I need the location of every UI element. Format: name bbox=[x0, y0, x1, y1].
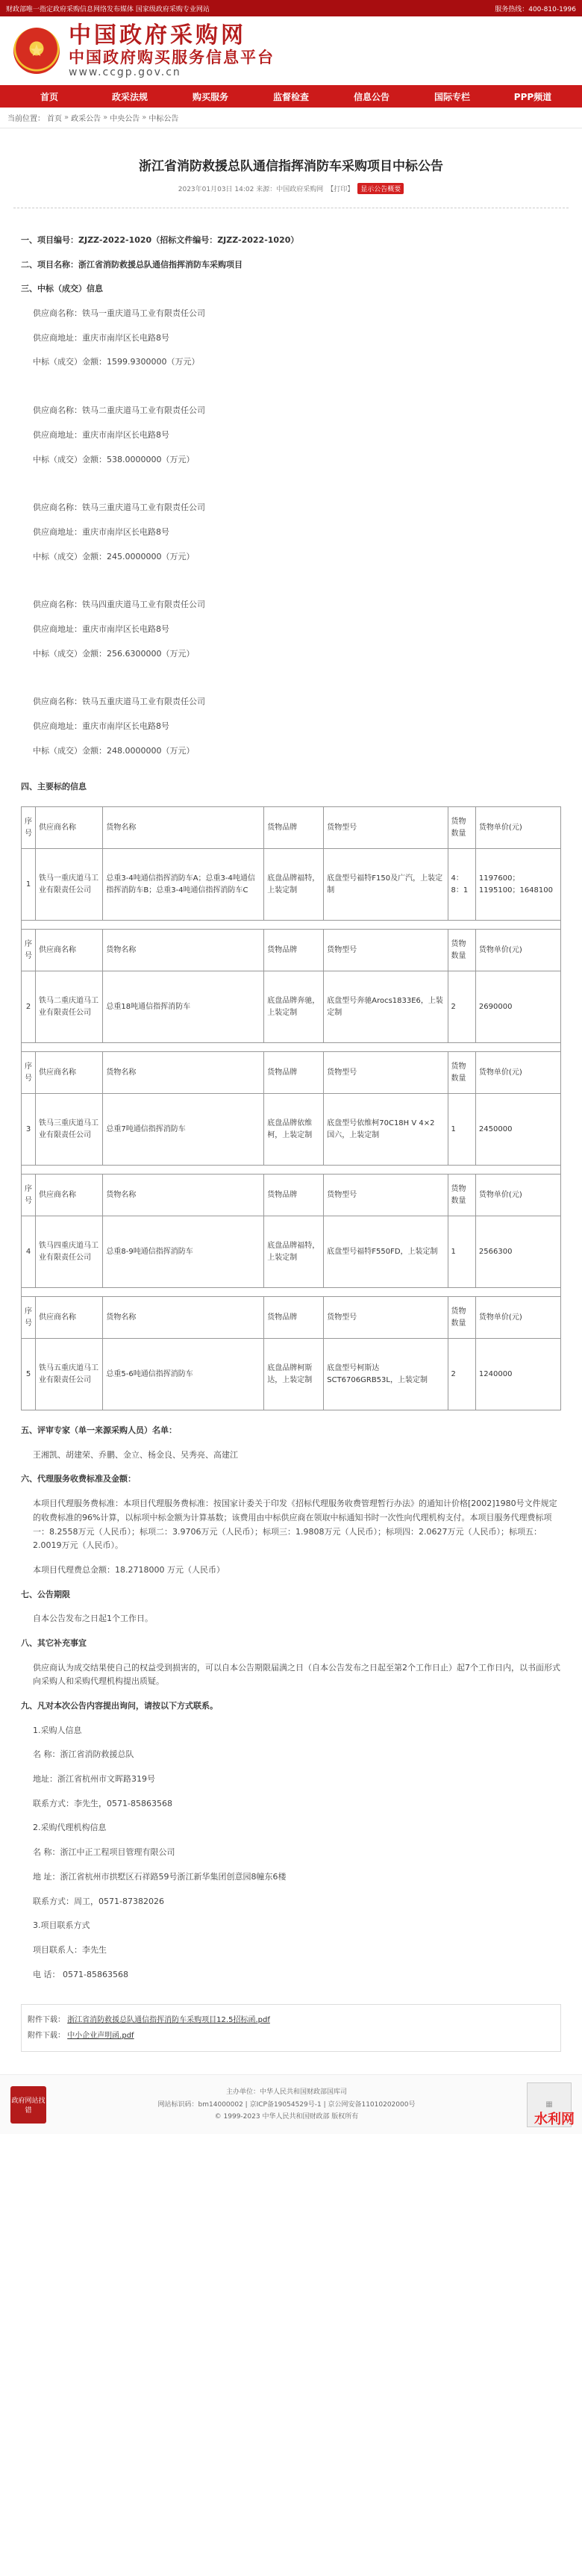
crumb-announcements[interactable]: 政采公告 bbox=[71, 115, 101, 123]
bidder-amount: 中标（成交）金额：538.0000000（万元） bbox=[33, 454, 195, 464]
crumb-home[interactable]: 首页 bbox=[47, 115, 62, 123]
bidder-name: 供应商名称：铁马一重庆道马工业有限责任公司 bbox=[33, 308, 205, 319]
table-cell-supplier: 铁马二重庆道马工业有限责任公司 bbox=[36, 971, 103, 1043]
table-header-cell: 供应商名称 bbox=[36, 1175, 103, 1216]
table-row bbox=[22, 1339, 561, 1410]
table-cell-brand: 底盘品牌依维柯，上装定制 bbox=[264, 1094, 324, 1166]
crumb-label: 当前位置： bbox=[7, 115, 45, 123]
table-cell-model: 底盘型号福特F550FD，上装定制 bbox=[324, 1216, 448, 1288]
table-header-row bbox=[22, 1052, 561, 1094]
bidder-name: 供应商名称：铁马三重庆道马工业有限责任公司 bbox=[33, 503, 205, 513]
table-header-cell: 货物名称 bbox=[103, 1052, 264, 1094]
crumb-award[interactable]: 中标公告 bbox=[148, 115, 179, 123]
main-nav bbox=[0, 85, 582, 108]
table-cell-model: 底盘型号奔驰Arocs1833E6，上装定制 bbox=[324, 971, 448, 1043]
print-link[interactable]: 【打印】 bbox=[327, 186, 354, 193]
bidder-block bbox=[33, 501, 561, 564]
table-cell-supplier: 铁马三重庆道马工业有限责任公司 bbox=[36, 1094, 103, 1166]
table-header-cell: 供应商名称 bbox=[36, 1297, 103, 1339]
site-header bbox=[0, 16, 582, 85]
table-header-cell: 货物数量 bbox=[448, 807, 475, 849]
purchaser-phone: 联系方式：李先生，0571-85863568 bbox=[33, 1798, 172, 1808]
table-header-cell: 货物数量 bbox=[448, 1297, 475, 1339]
table-cell-goods: 总重3-4吨通信指挥消防车A；总重3-4吨通信指挥消防车B；总重3-4吨通信指挥消防车C bbox=[103, 849, 264, 921]
table-header-cell: 货物数量 bbox=[448, 1175, 475, 1216]
table-cell-model: 底盘型号依维柯70C18H V 4×2 国六，上装定制 bbox=[324, 1094, 448, 1166]
table-cell-supplier: 铁马四重庆道马工业有限责任公司 bbox=[36, 1216, 103, 1288]
site-subname: 中国政府购买服务信息平台 bbox=[69, 47, 275, 66]
bidder-name: 供应商名称：铁马四重庆道马工业有限责任公司 bbox=[33, 600, 205, 610]
section-period: 七、公告期限 bbox=[21, 1589, 70, 1599]
table-cell-qty: 2 bbox=[448, 1339, 475, 1410]
nav-regulations[interactable]: 政采法规 bbox=[111, 91, 148, 102]
table-header-cell: 货物名称 bbox=[103, 807, 264, 849]
crumb-sep: » bbox=[103, 113, 108, 122]
error-report-logo[interactable]: 政府网站找错 bbox=[10, 2086, 46, 2124]
table-header-cell: 货物名称 bbox=[103, 1297, 264, 1339]
footer bbox=[0, 2074, 582, 2134]
fee-description: 本项目代理服务费标准：本项目代理服务费标准：按国家计委关于印发《招标代理服务收费管理暂行办法》的通知计价格[2002]1980号文件规定的收费标准的96%计算，以标项中标金额为计算基数；该费用由中标供应商在领取中标通知书时一次性向代理机构支付。本项目服务代理费标项一：8.2558万元（人民币）；标项二：3.9706万元（人民币）；标项三：1.9808万元（人民币）；标项四：2.0627万元（人民币）；标项五：2.0019万元（人民币）。 bbox=[33, 1499, 557, 1551]
crumb-sep: » bbox=[64, 113, 69, 122]
bidder-address: 供应商地址：重庆市南岸区长电路8号 bbox=[33, 526, 169, 537]
purchaser-heading: 1.采购人信息 bbox=[33, 1725, 82, 1735]
table-header-cell: 供应商名称 bbox=[36, 1052, 103, 1094]
section-contact: 九、凡对本次公告内容提出询问，请按以下方式联系。 bbox=[21, 1701, 218, 1711]
table-cell-no: 2 bbox=[22, 971, 36, 1043]
table-header-cell: 货物单价(元) bbox=[475, 1297, 560, 1339]
table-cell-goods: 总重8-9吨通信指挥消防车 bbox=[103, 1216, 264, 1288]
table-header-cell: 货物品牌 bbox=[264, 807, 324, 849]
bidder-block bbox=[33, 695, 561, 758]
project-contact-person: 项目联系人：李先生 bbox=[33, 1944, 107, 1955]
section-goods: 四、主要标的信息 bbox=[21, 782, 87, 792]
table-cell-price: 2690000 bbox=[475, 971, 560, 1043]
hotline: 服务热线：400-810-1996 bbox=[495, 5, 576, 13]
article-meta bbox=[13, 183, 569, 194]
table-spacer bbox=[22, 1288, 561, 1297]
agency-address: 地 址：浙江省杭州市拱墅区石祥路59号浙江新华集团创意园8幢东6楼 bbox=[33, 1871, 287, 1882]
table-spacer bbox=[22, 1043, 561, 1052]
table-cell-supplier: 铁马一重庆道马工业有限责任公司 bbox=[36, 849, 103, 921]
site-brand[interactable] bbox=[69, 23, 275, 78]
footer-copyright: © 1999-2023 中华人民共和国财政部 版权所有 bbox=[214, 2112, 359, 2121]
article bbox=[13, 155, 569, 2052]
table-header-cell: 序号 bbox=[22, 1297, 36, 1339]
table-cell-supplier: 铁马五重庆道马工业有限责任公司 bbox=[36, 1339, 103, 1410]
attachment-link-bid-notice[interactable]: 浙江省消防救援总队通信指挥消防车采购项目12.5招标函.pdf bbox=[67, 2016, 270, 2025]
watermark: 水利网 bbox=[534, 2112, 575, 2128]
attachment-row bbox=[28, 2014, 554, 2026]
table-header-cell: 供应商名称 bbox=[36, 807, 103, 849]
purchaser-address: 地址：浙江省杭州市文晖路319号 bbox=[33, 1774, 155, 1785]
goods-table bbox=[21, 806, 561, 1410]
table-cell-price: 1240000 bbox=[475, 1339, 560, 1410]
top-notice: 财政部唯一指定政府采购信息网络发布媒体 国家级政府采购专业网站 bbox=[6, 5, 210, 13]
table-cell-brand: 底盘品牌福特，上装定制 bbox=[264, 849, 324, 921]
table-header-cell: 货物品牌 bbox=[264, 930, 324, 971]
table-cell-qty: 1 bbox=[448, 1094, 475, 1166]
bidder-amount: 中标（成交）金额：245.0000000（万元） bbox=[33, 551, 195, 561]
project-contact-phone: 电 话： 0571-85863568 bbox=[33, 1969, 128, 1979]
contact-block bbox=[21, 1724, 561, 1982]
nav-services[interactable]: 购买服务 bbox=[192, 91, 228, 102]
attachment-label: 附件下载： bbox=[28, 2032, 65, 2041]
footer-sponsor: 主办单位：中华人民共和国财政部国库司 bbox=[225, 2088, 347, 2097]
table-header-row bbox=[22, 807, 561, 849]
breadcrumb bbox=[0, 108, 582, 128]
table-header-row bbox=[22, 930, 561, 971]
section-experts: 五、评审专家（单一来源采购人员）名单： bbox=[21, 1425, 177, 1436]
table-header-cell: 序号 bbox=[22, 1175, 36, 1216]
project-number: 一、项目编号：ZJZZ-2022-1020（招标文件编号：ZJZZ-2022-1020） bbox=[21, 235, 299, 245]
table-header-cell: 货物型号 bbox=[324, 930, 448, 971]
table-header-cell: 货物单价(元) bbox=[475, 930, 560, 971]
agency-heading: 2.采购代理机构信息 bbox=[33, 1823, 107, 1833]
table-spacer bbox=[22, 921, 561, 930]
table-header-row bbox=[22, 1175, 561, 1216]
section-fees: 六、代理服务收费标准及金额： bbox=[21, 1474, 136, 1484]
footer-icp: 网站标识码：bm14000002 | 京ICP备19054529号-1 | 京公网安备11010202000号 bbox=[157, 2100, 416, 2109]
section-award-info: 三、中标（成交）信息 bbox=[21, 284, 103, 294]
period-text: 自本公告发布之日起1个工作日。 bbox=[33, 1614, 153, 1624]
expert-names: 王湘凯、胡建荣、乔鹏、金立、杨金良、吴秀亮、高建江 bbox=[33, 1449, 238, 1460]
bidder-name: 供应商名称：铁马五重庆道马工业有限责任公司 bbox=[33, 697, 205, 707]
table-cell-no: 3 bbox=[22, 1094, 36, 1166]
nav-international[interactable]: 国际专栏 bbox=[434, 91, 470, 102]
table-cell-brand: 底盘品牌福特，上装定制 bbox=[264, 1216, 324, 1288]
site-name: 中国政府采购网 bbox=[69, 22, 246, 49]
table-cell-brand: 底盘品牌奔驰，上装定制 bbox=[264, 971, 324, 1043]
table-header-cell: 序号 bbox=[22, 807, 36, 849]
attachment-row bbox=[28, 2029, 554, 2042]
nav-home[interactable]: 首页 bbox=[40, 91, 58, 102]
table-cell-qty: 2 bbox=[448, 971, 475, 1043]
table-cell-model: 底盘型号柯斯达SCT6706GRB53L，上装定制 bbox=[324, 1339, 448, 1410]
bidder-block bbox=[33, 598, 561, 661]
table-cell-goods: 总重5-6吨通信指挥消防车 bbox=[103, 1339, 264, 1410]
table-cell-price: 2566300 bbox=[475, 1216, 560, 1288]
bidder-block bbox=[33, 307, 561, 370]
table-row bbox=[22, 1216, 561, 1288]
top-bar bbox=[0, 0, 582, 16]
table-cell-brand: 底盘品牌柯斯达，上装定制 bbox=[264, 1339, 324, 1410]
table-header-cell: 货物单价(元) bbox=[475, 1175, 560, 1216]
qr-code-icon: ▦ bbox=[527, 2082, 572, 2127]
table-header-cell: 货物单价(元) bbox=[475, 807, 560, 849]
table-header-cell: 货物名称 bbox=[103, 1175, 264, 1216]
table-header-cell: 货物数量 bbox=[448, 930, 475, 971]
table-header-cell: 货物品牌 bbox=[264, 1297, 324, 1339]
table-header-cell: 货物型号 bbox=[324, 807, 448, 849]
nav-inspection[interactable]: 监督检查 bbox=[272, 91, 309, 102]
summary-toggle-button[interactable]: 显示公告概要 bbox=[357, 183, 404, 194]
bidder-amount: 中标（成交）金额：1599.9300000（万元） bbox=[33, 357, 200, 367]
table-spacer bbox=[22, 1166, 561, 1175]
bidder-name: 供应商名称：铁马二重庆道马工业有限责任公司 bbox=[33, 405, 205, 416]
table-row bbox=[22, 971, 561, 1043]
table-cell-goods: 总重7吨通信指挥消防车 bbox=[103, 1094, 264, 1166]
table-header-cell: 序号 bbox=[22, 1052, 36, 1094]
bidder-list bbox=[21, 307, 561, 758]
nav-announcements[interactable]: 信息公告 bbox=[353, 91, 389, 102]
project-contact-heading: 3.项目联系方式 bbox=[33, 1920, 90, 1931]
footer-info bbox=[46, 2086, 527, 2123]
table-cell-no: 1 bbox=[22, 849, 36, 921]
table-header-cell: 货物单价(元) bbox=[475, 1052, 560, 1094]
page-title: 浙江省消防救援总队通信指挥消防车采购项目中标公告 bbox=[139, 159, 443, 174]
other-text: 供应商认为成交结果使自己的权益受到损害的，可以自本公告期限届满之日（自本公告发布之日起至第2个工作日止）起7个工作日内，以书面形式向采购人和采购代理机构提出质疑。 bbox=[33, 1662, 560, 1687]
table-cell-qty: 1 bbox=[448, 1216, 475, 1288]
section-other: 八、其它补充事宜 bbox=[21, 1637, 87, 1648]
table-header-row bbox=[22, 1297, 561, 1339]
crumb-central[interactable]: 中央公告 bbox=[110, 115, 140, 123]
table-cell-no: 5 bbox=[22, 1339, 36, 1410]
table-header-cell: 货物型号 bbox=[324, 1052, 448, 1094]
national-emblem-icon[interactable]: ★ bbox=[13, 28, 60, 74]
table-row bbox=[22, 849, 561, 921]
purchaser-name: 名 称：浙江省消防救援总队 bbox=[33, 1749, 134, 1760]
table-cell-goods: 总重18吨通信指挥消防车 bbox=[103, 971, 264, 1043]
bidder-address: 供应商地址：重庆市南岸区长电路8号 bbox=[33, 429, 169, 440]
attachments bbox=[21, 2004, 561, 2052]
table-cell-qty: 4：8：1 bbox=[448, 849, 475, 921]
table-header-cell: 货物型号 bbox=[324, 1175, 448, 1216]
fee-total: 本项目代理费总金额：18.2718000 万元（人民币） bbox=[33, 1564, 225, 1575]
article-body bbox=[13, 234, 569, 2052]
bidder-address: 供应商地址：重庆市南岸区长电路8号 bbox=[33, 721, 169, 731]
agency-name: 名 称：浙江中正工程项目管理有限公司 bbox=[33, 1847, 175, 1858]
table-row bbox=[22, 1094, 561, 1166]
table-header-cell: 货物型号 bbox=[324, 1297, 448, 1339]
bidder-amount: 中标（成交）金额：256.6300000（万元） bbox=[33, 648, 195, 659]
table-cell-model: 底盘型号福特F150及广汽，上装定制 bbox=[324, 849, 448, 921]
attachment-label: 附件下载： bbox=[28, 2016, 65, 2025]
bidder-block bbox=[33, 404, 561, 467]
project-name: 二、项目名称：浙江省消防救援总队通信指挥消防车采购项目 bbox=[21, 259, 242, 270]
table-header-cell: 货物名称 bbox=[103, 930, 264, 971]
bidder-amount: 中标（成交）金额：248.0000000（万元） bbox=[33, 745, 195, 756]
publish-info: 2023年01月03日 14:02 来源：中国政府采购网 bbox=[178, 186, 324, 193]
table-header-cell: 序号 bbox=[22, 930, 36, 971]
agency-phone: 联系方式：周工，0571-87382026 bbox=[33, 1896, 164, 1906]
site-url: www.ccgp.gov.cn bbox=[69, 66, 181, 79]
table-cell-no: 4 bbox=[22, 1216, 36, 1288]
table-header-cell: 货物数量 bbox=[448, 1052, 475, 1094]
nav-ppp[interactable]: PPP频道 bbox=[513, 91, 552, 102]
attachment-link-sme-statement[interactable]: 中小企业声明函.pdf bbox=[67, 2032, 134, 2041]
table-header-cell: 货物品牌 bbox=[264, 1175, 324, 1216]
bidder-address: 供应商地址：重庆市南岸区长电路8号 bbox=[33, 623, 169, 634]
table-header-cell: 货物品牌 bbox=[264, 1052, 324, 1094]
table-header-cell: 供应商名称 bbox=[36, 930, 103, 971]
bidder-address: 供应商地址：重庆市南岸区长电路8号 bbox=[33, 332, 169, 343]
table-cell-price: 1197600；1195100；1648100 bbox=[475, 849, 560, 921]
table-cell-price: 2450000 bbox=[475, 1094, 560, 1166]
crumb-sep: » bbox=[142, 113, 147, 122]
